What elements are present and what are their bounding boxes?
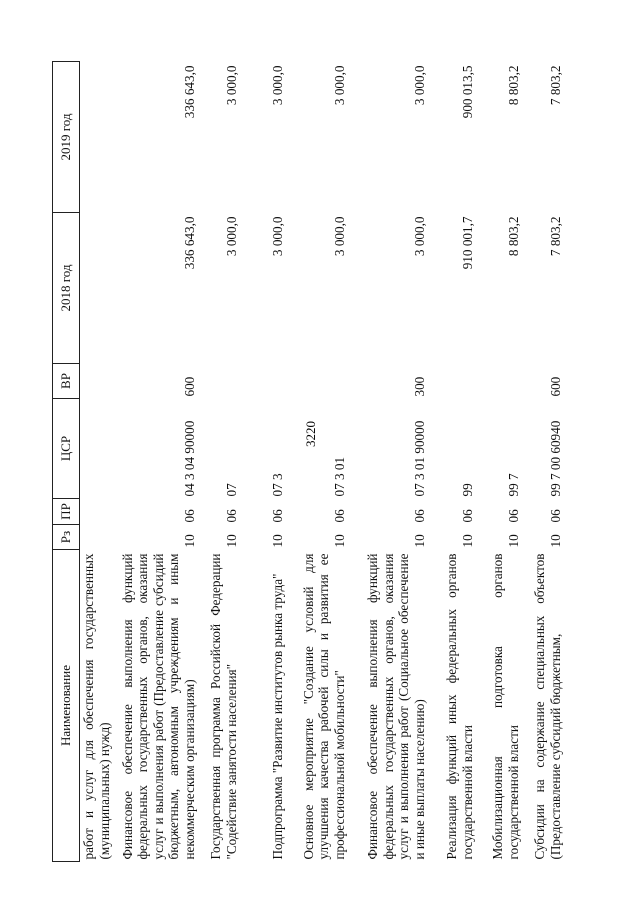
table-row (80, 62, 116, 862)
row-csr: 07 3 01 90000 (411, 420, 427, 497)
row-2018: 3 000,0 (331, 216, 347, 257)
page-number: 3220 (303, 421, 318, 447)
table-row (431, 62, 479, 862)
row-2018: 3 000,0 (269, 216, 285, 257)
row-rz: 10 (459, 534, 475, 548)
row-csr: 07 3 01 (331, 456, 347, 497)
row-pr: 06 (331, 509, 347, 523)
row-2019: 8 803,2 (505, 65, 521, 106)
row-2018: 336 643,0 (181, 216, 197, 270)
row-2019: 3 000,0 (269, 65, 285, 106)
row-rz: 10 (269, 534, 285, 548)
row-rz: 10 (505, 534, 521, 548)
header-2018: 2018 год (53, 213, 80, 364)
row-2018: 3 000,0 (223, 216, 239, 257)
row-2018: 8 803,2 (505, 216, 521, 257)
table-body (80, 62, 567, 862)
table-row (243, 62, 289, 862)
row-name: Подпрограмма "Развитие институтов рынка труда" (269, 573, 285, 860)
row-vr: 600 (181, 376, 197, 397)
row-vr (289, 364, 351, 399)
table-row (351, 62, 431, 862)
row-csr: 07 (223, 483, 239, 497)
table-row (201, 62, 243, 862)
header-vr: ВР (53, 364, 80, 399)
row-pr (80, 499, 116, 525)
row-vr (80, 364, 116, 399)
row-csr (80, 399, 116, 499)
row-vr (201, 364, 243, 399)
budget-table (52, 61, 567, 862)
row-vr (431, 364, 479, 399)
header-row (53, 62, 80, 862)
row-2018 (80, 213, 116, 364)
row-rz: 10 (547, 534, 563, 548)
row-name: Субсидии на содержание специальных объектов (Предоставление субсидий бюджетным, (532, 553, 563, 860)
row-name: Мобилизационная подготовка органов государственной власти (490, 553, 521, 860)
row-vr: 300 (411, 376, 427, 397)
row-vr: 600 (547, 376, 563, 397)
table-row (289, 62, 351, 862)
row-pr: 06 (459, 509, 475, 523)
row-vr (243, 364, 289, 399)
row-rz: 10 (223, 534, 239, 548)
rotated-budget-sheet (52, 62, 604, 862)
header-pr: ПР (53, 499, 80, 525)
row-rz (80, 525, 116, 550)
row-rz: 10 (181, 534, 197, 548)
row-name: Реализация функций иных федеральных органов государственной власти (444, 553, 475, 860)
row-rz: 10 (411, 534, 427, 548)
row-2019: 3 000,0 (223, 65, 239, 106)
row-name: Финансовое обеспечение выполнения функций федеральных государственных органов, оказания услуг и выполнения работ (Предоставление субсидий бюджетным, автономным учреждениям и иным некоммерческим организациям) (119, 553, 197, 860)
row-name: Государственная программа Российской Федерации "Содействие занятости населения" (208, 553, 239, 860)
row-rz: 10 (331, 534, 347, 548)
row-2018: 910 001,7 (459, 216, 475, 270)
row-2019: 336 643,0 (181, 65, 197, 119)
row-name: Финансовое обеспечение выполнения функций федеральных государственных органов, оказания услуг и выполнения работ (Социальное обеспечение и иные выплаты населению) (365, 553, 427, 860)
row-csr: 04 3 04 90000 (181, 420, 197, 497)
row-2019: 7 803,2 (547, 65, 563, 106)
row-pr: 06 (505, 509, 521, 523)
row-2019: 3 000,0 (411, 65, 427, 106)
header-csr: ЦСР (53, 399, 80, 499)
row-pr: 06 (269, 509, 285, 523)
header-name: Наименование (53, 550, 80, 862)
row-csr: 99 (459, 483, 475, 497)
table-row (116, 62, 201, 862)
row-pr: 06 (223, 509, 239, 523)
row-csr: 07 3 (269, 473, 285, 497)
row-csr: 99 7 (505, 473, 521, 497)
row-2018: 3 000,0 (411, 216, 427, 257)
row-pr: 06 (411, 509, 427, 523)
header-2019: 2019 год (53, 62, 80, 213)
row-2019: 3 000,0 (331, 65, 347, 106)
table-row (525, 62, 567, 862)
row-csr: 99 7 00 60940 (547, 420, 563, 497)
table-header (53, 62, 80, 862)
header-rz: Рз (53, 525, 80, 550)
row-2018: 7 803,2 (547, 216, 563, 257)
row-2019 (80, 62, 116, 213)
row-name: работ и услуг для обеспечения государственных (муниципальных) нужд) (81, 553, 112, 860)
row-vr (479, 364, 525, 399)
table-row (479, 62, 525, 862)
row-2019: 900 013,5 (459, 65, 475, 119)
row-name: Основное мероприятие "Создание условий для улучшения качества рабочей силы и развития ее профессиональной мобильности" (300, 553, 347, 860)
row-pr: 06 (547, 509, 563, 523)
row-pr: 06 (181, 509, 197, 523)
